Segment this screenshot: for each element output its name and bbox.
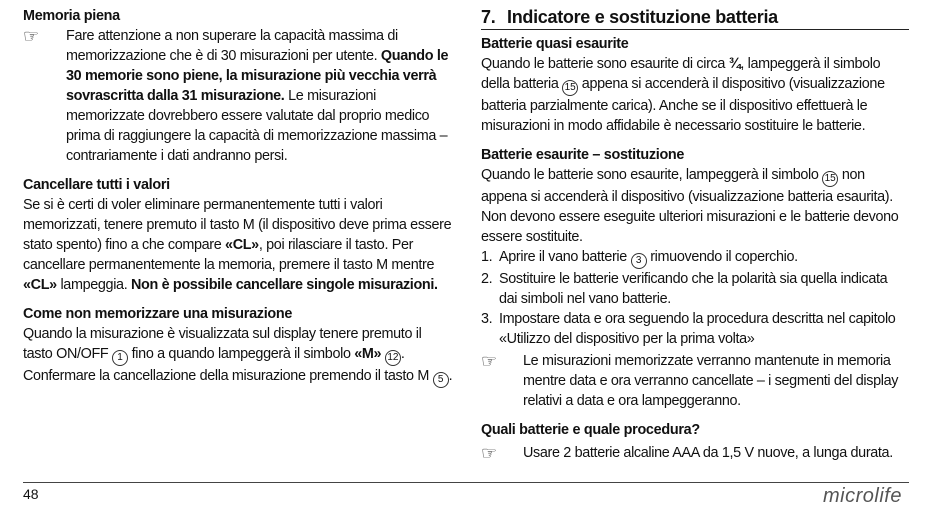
note-memoria-piena [23, 26, 453, 166]
heading-cancellare: Cancellare tutti i valori [23, 177, 170, 193]
heading-non-memorizzare: Come non memorizzare una misurazione [23, 306, 293, 322]
note-date-time: ☞ Le misurazioni memorizzate verranno mantenute in memoria mentre data e ora verranno cancellate – i segmenti del display relativi a data e ora lampeggeranno. [481, 351, 899, 409]
ref-badge: 3 [631, 253, 647, 269]
heading-batterie-quasi: Batterie quasi esaurite [481, 36, 629, 52]
right-column [481, 6, 909, 463]
section-number: 7. [481, 7, 496, 27]
heading-quali-batterie: Quali batterie e quale procedura? [481, 422, 700, 438]
section-title: Indicatore e sostituzione batteria [507, 7, 778, 27]
ref-badge: 15 [822, 171, 838, 187]
list-item: 3. Impostare data e ora seguendo la procedura descritta nel capitolo «Utilizzo del dispositivo per la prima volta» [481, 311, 896, 347]
heading-batterie-esaurite: Batterie esaurite – sostituzione [481, 147, 685, 163]
brand-logo: microlife [823, 485, 902, 507]
ref-badge: 15 [562, 80, 578, 96]
paragraph-batterie-quasi: Quando le batterie sono esaurite di circa ¾, lampeggerà il simbolo della batteria 15 appena si accenderà il dispositivo (visualizzazione batteria parzialmente carica). Anche se il dispositivo effettuerà le misurazioni in modo affidabile è necessario sostituire le batterie. [481, 56, 885, 134]
ref-badge: 5 [433, 372, 449, 388]
list-item: 1. Aprire il vano batterie 3 rimuovendo il coperchio. [481, 247, 909, 269]
left-column [23, 6, 453, 388]
note-text: Fare attenzione a non superare la capacità massima di memorizzazione che è di 30 misurazioni per utente. Quando le 30 memorie sono piene, la misurazione più vecchia verrà sovrascritta dalla 31 misurazione. Le misurazioni memorizzate dovrebbero essere valutate dal proprio medico prima di raggiungere la capacità di memorizzazione massima – contrariamente i dati andranno persi. [66, 28, 449, 164]
footer-divider [23, 482, 909, 483]
pointing-hand-icon: ☞ [23, 26, 39, 46]
note-quali-batterie: ☞ Usare 2 batterie alcaline AAA da 1,5 V nuove, a lunga durata. [481, 443, 893, 463]
paragraph-non-memorizzare: Quando la misurazione è visualizzata sul display tenere premuto il tasto ON/OFF 1 fino a quando lampeggerà il simbolo «M» 12 . Confermare la cancellazione della misurazione premendo il tasto M 5 . [23, 324, 453, 388]
section-heading [481, 6, 909, 30]
list-item: 2. Sostituire le batterie verificando che la polarità sia quella indicata dai simboli nel vano batterie. [481, 271, 888, 307]
pointing-hand-icon: ☞ [481, 443, 497, 463]
paragraph-cancellare: Se si è certi di voler eliminare permanentemente tutti i valori memorizzati, tenere premuto il tasto M (il dispositivo deve prima essere stato spento) fino a che compare «CL», poi rilasciare il tasto. Per cancellare permanentemente la memoria, premere il tasto M mentre «CL» lampeggia. Non è possibile cancellare singole misurazioni. [23, 197, 452, 293]
heading-memoria-piena: Memoria piena [23, 8, 120, 24]
steps-list [481, 247, 909, 349]
pointing-hand-icon: ☞ [481, 351, 497, 371]
ref-badge: 1 [112, 350, 128, 366]
page-number: 48 [23, 486, 39, 502]
paragraph-batterie-esaurite: Quando le batterie sono esaurite, lampeggerà il simbolo 15 non appena si accenderà il dispositivo (visualizzazione batteria esaurita). Non devono essere eseguite ulteriori misurazioni e le batterie devono essere sostituite. [481, 167, 899, 245]
ref-badge: 12 [385, 350, 401, 366]
